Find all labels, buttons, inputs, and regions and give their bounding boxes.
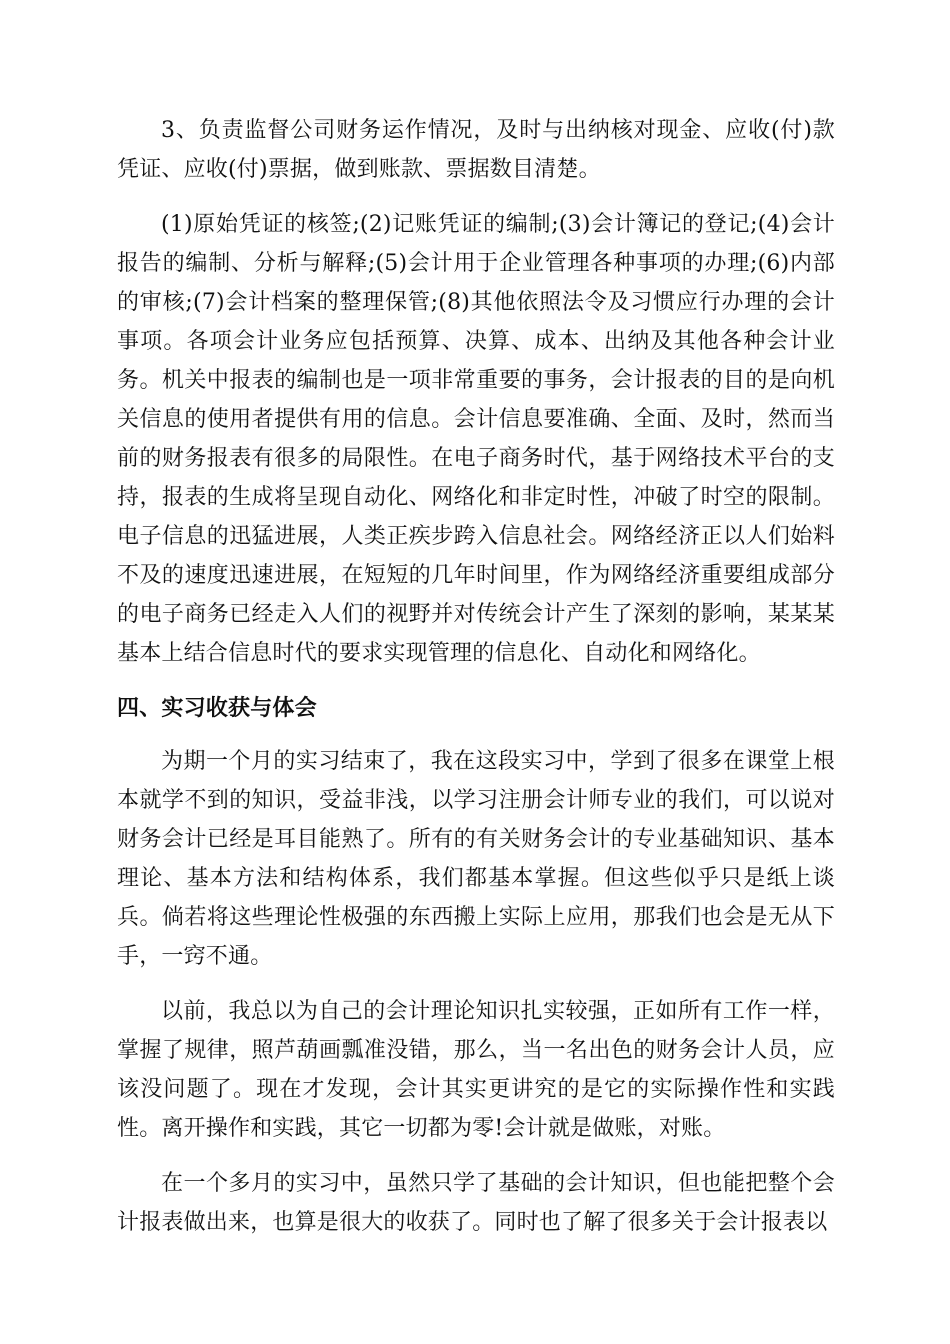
section-heading: 四、实习收获与体会: [117, 696, 317, 721]
paragraph-accounting-items: (1)原始凭证的核签;(2)记账凭证的编制;(3)会计簿记的登记;(4)会计报告的编制、分析与解释;(5)会计用于企业管理各种事项的办理;(6)内部的审核;(7)会计档案的整理保管;(8)其他依照法令及习惯应行办理的会计事项。各项会计业务应包括预算、决算、成本、出纳及其他各种会计业务。机关中报表的编制也是一项非常重要的事务，会计报表的目的是向机关信息的使用者提供有用的信息。会计信息要准确、全面、及时，然而当前的财务报表有很多的局限性。在电子商务时代，基于网络技术平台的支持，报表的生成将呈现自动化、网络化和非定时性，冲破了时空的限制。电子信息的迅猛进展，人类正疾步跨入信息社会。网络经济正以人们始料不及的速度迅速进展，在短短的几年时间里，作为网络经济重要组成部分的电子商务已经走入人们的视野并对传统会计产生了深刻的影响，某某某基本上结合信息时代的要求实现管理的信息化、自动化和网络化。: [117, 212, 835, 666]
document-body: [117, 111, 835, 1258]
paragraph-internship-summary: 为期一个月的实习结束了，我在这段实习中，学到了很多在课堂上根本就学不到的知识，受益非浅，以学习注册会计师专业的我们，可以说对财务会计已经是耳目能熟了。所有的有关财务会计的专业基础知识、基本理论、基本方法和结构体系，我们都基本掌握。但这些似乎只是纸上谈兵。倘若将这些理论性极强的东西搬上实际上应用，那我们也会是无从下手，一窍不通。: [117, 749, 835, 969]
paragraph-gains: 在一个多月的实习中，虽然只学了基础的会计知识，但也能把整个会计报表做出来，也算是很大的收获了。同时也了解了很多关于会计报表以: [117, 1171, 835, 1235]
paragraph-duty-3: 3、负责监督公司财务运作情况，及时与出纳核对现金、应收(付)款凭证、应收(付)票据，做到账款、票据数目清楚。: [117, 118, 835, 182]
paragraph-previous-belief: 以前，我总以为自己的会计理论知识扎实较强，正如所有工作一样，掌握了规律，照芦葫画瓢准没错，那么，当一名出色的财务会计人员，应该没问题了。现在才发现，会计其实更讲究的是它的实际操作性和实践性。离开操作和实践，其它一切都为零!会计就是做账，对账。: [117, 999, 835, 1141]
